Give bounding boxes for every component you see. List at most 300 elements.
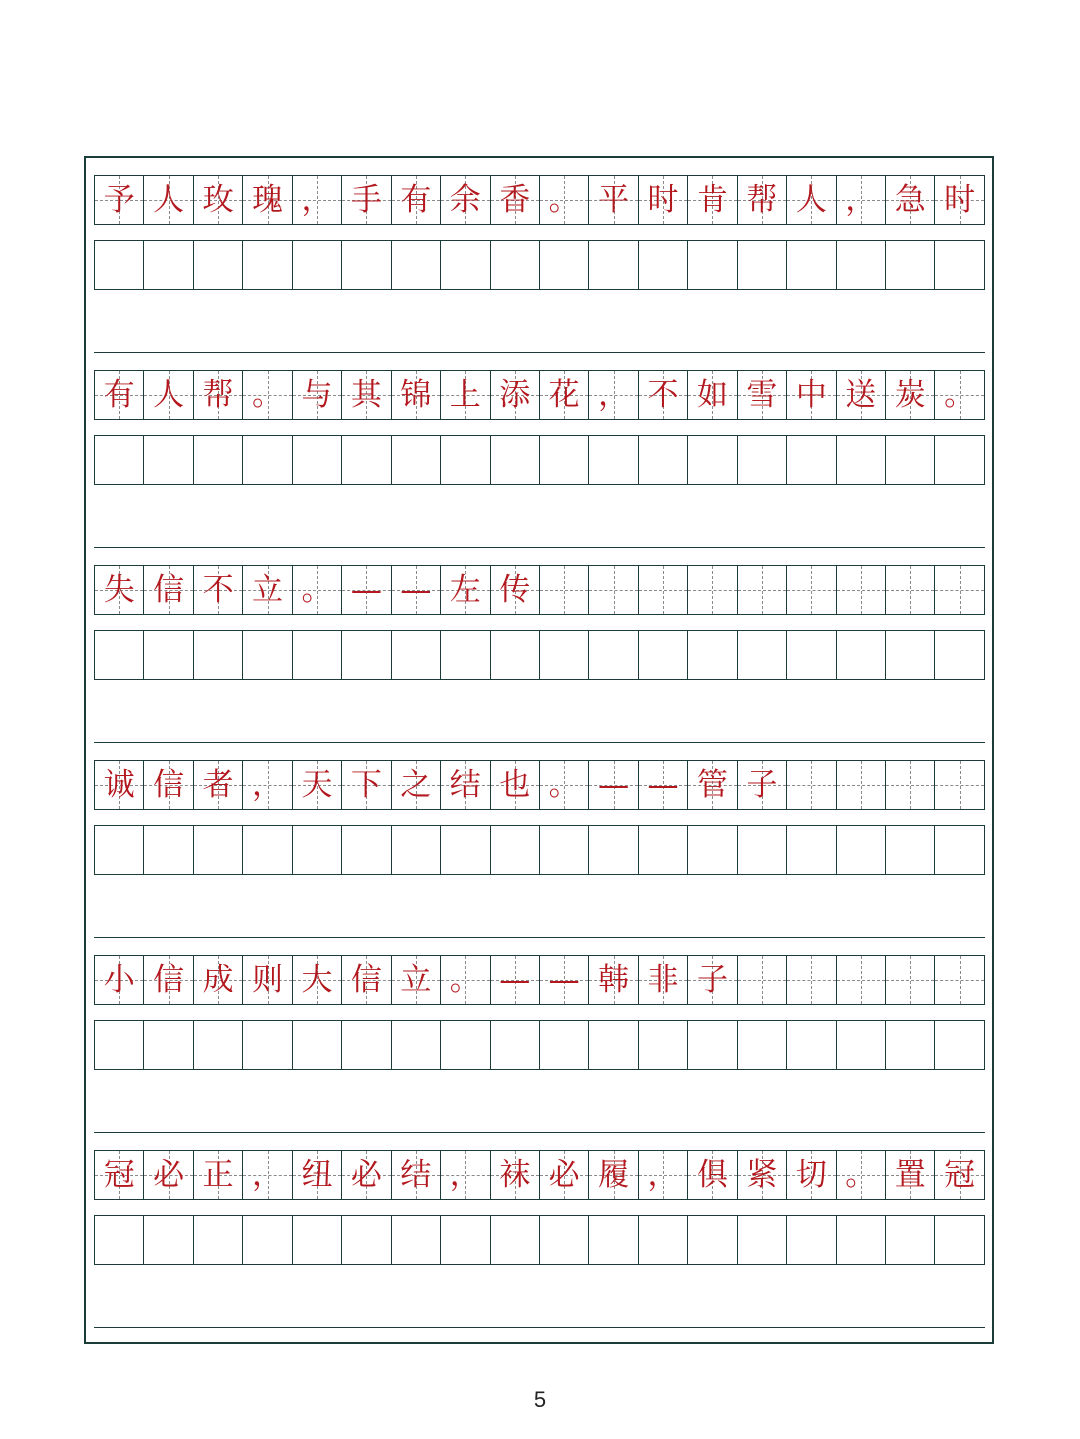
model-character: 子 <box>746 766 778 803</box>
practice-cell[interactable] <box>293 826 342 875</box>
model-character: 肯 <box>696 181 728 218</box>
practice-cell[interactable] <box>639 1021 688 1070</box>
practice-cell[interactable] <box>935 1216 984 1265</box>
practice-cell[interactable] <box>837 631 886 680</box>
tian-grid-cell <box>342 371 391 420</box>
practice-cell[interactable] <box>540 241 589 290</box>
practice-cell[interactable] <box>293 1216 342 1265</box>
practice-cell[interactable] <box>293 631 342 680</box>
practice-cell[interactable] <box>540 1021 589 1070</box>
practice-cell[interactable] <box>194 826 243 875</box>
model-character: — <box>598 766 630 803</box>
practice-cell[interactable] <box>392 436 441 485</box>
tian-grid-cell <box>441 761 490 810</box>
tian-grid-cell <box>243 371 292 420</box>
tian-grid-cell <box>589 761 638 810</box>
practice-cell[interactable] <box>293 1021 342 1070</box>
practice-cell[interactable] <box>441 631 490 680</box>
tian-grid-cell <box>837 1151 886 1200</box>
practice-cell[interactable] <box>491 1216 540 1265</box>
practice-cell[interactable] <box>441 1216 490 1265</box>
tian-grid-cell <box>688 761 737 810</box>
model-character <box>787 761 835 809</box>
model-character <box>688 566 736 614</box>
model-character <box>787 566 835 614</box>
tian-grid-cell <box>491 566 540 615</box>
model-character: ， <box>301 181 333 218</box>
practice-cell[interactable] <box>243 436 292 485</box>
practice-cell[interactable] <box>194 1021 243 1070</box>
practice-cell[interactable] <box>935 631 984 680</box>
model-character <box>738 956 786 1004</box>
model-character: 花 <box>548 376 580 413</box>
model-character: 左 <box>449 571 481 608</box>
practice-cell[interactable] <box>935 826 984 875</box>
writing-line <box>94 352 985 353</box>
practice-cell[interactable] <box>589 1216 638 1265</box>
model-character: 玫 <box>202 181 234 218</box>
model-character: 。 <box>548 766 580 803</box>
practice-cell[interactable] <box>639 436 688 485</box>
tian-grid-cell <box>441 1151 490 1200</box>
model-character <box>738 566 786 614</box>
tian-grid-cell <box>738 566 787 615</box>
practice-cell[interactable] <box>540 826 589 875</box>
model-character <box>886 566 934 614</box>
tian-grid-cell <box>144 956 193 1005</box>
tian-grid-cell <box>144 176 193 225</box>
practice-cell[interactable] <box>886 1021 935 1070</box>
practice-cell[interactable] <box>787 631 836 680</box>
practice-cell[interactable] <box>194 631 243 680</box>
model-character: 天 <box>301 766 333 803</box>
practice-cell[interactable] <box>639 826 688 875</box>
model-character: 韩 <box>598 961 630 998</box>
model-character: — <box>400 571 432 608</box>
practice-cell[interactable] <box>95 241 144 290</box>
model-character <box>589 566 637 614</box>
practice-cell[interactable] <box>95 826 144 875</box>
tian-grid-cell <box>886 956 935 1005</box>
practice-cell[interactable] <box>491 826 540 875</box>
practice-cell[interactable] <box>342 241 391 290</box>
tian-grid-cell <box>441 956 490 1005</box>
tian-grid-cell <box>491 371 540 420</box>
model-row-1 <box>94 175 985 225</box>
practice-cell[interactable] <box>491 1021 540 1070</box>
model-character: 大 <box>301 961 333 998</box>
model-character: 则 <box>252 961 284 998</box>
tian-grid-cell <box>95 761 144 810</box>
practice-cell[interactable] <box>639 1216 688 1265</box>
tian-grid-cell <box>886 761 935 810</box>
model-character: 小 <box>103 961 135 998</box>
tian-grid-cell <box>787 176 836 225</box>
model-character: — <box>548 961 580 998</box>
tian-grid-cell <box>95 1151 144 1200</box>
tian-grid-cell <box>441 371 490 420</box>
practice-cell[interactable] <box>787 436 836 485</box>
model-character: 瑰 <box>252 181 284 218</box>
model-character: 其 <box>350 376 382 413</box>
practice-cell[interactable] <box>540 436 589 485</box>
practice-cell[interactable] <box>144 241 193 290</box>
tian-grid-cell <box>293 176 342 225</box>
model-character: 信 <box>153 961 185 998</box>
practice-cell[interactable] <box>787 1021 836 1070</box>
practice-cell[interactable] <box>342 631 391 680</box>
model-character: ， <box>252 1156 284 1193</box>
model-character: 平 <box>598 181 630 218</box>
tian-grid-cell <box>392 761 441 810</box>
tian-grid-cell <box>194 761 243 810</box>
practice-cell[interactable] <box>95 1216 144 1265</box>
tian-grid-cell <box>886 566 935 615</box>
practice-cell[interactable] <box>243 826 292 875</box>
model-row-2 <box>94 370 985 420</box>
model-character: 。 <box>301 571 333 608</box>
writing-line <box>94 1132 985 1133</box>
tian-grid-cell <box>95 371 144 420</box>
model-character: 有 <box>400 181 432 218</box>
practice-cell[interactable] <box>886 1216 935 1265</box>
practice-cell[interactable] <box>144 436 193 485</box>
tian-grid-cell <box>688 956 737 1005</box>
model-character: — <box>647 766 679 803</box>
model-character: 予 <box>103 181 135 218</box>
tian-grid-cell <box>293 371 342 420</box>
tian-grid-cell <box>342 1151 391 1200</box>
tian-grid-cell <box>194 371 243 420</box>
model-character: 锦 <box>400 376 432 413</box>
practice-cell[interactable] <box>589 631 638 680</box>
model-character: 如 <box>696 376 728 413</box>
tian-grid-cell <box>935 176 984 225</box>
practice-cell[interactable] <box>392 241 441 290</box>
model-character: 人 <box>153 376 185 413</box>
model-character: 时 <box>944 181 976 218</box>
model-character: 管 <box>696 766 728 803</box>
practice-row-4 <box>94 825 985 875</box>
tian-grid-cell <box>293 566 342 615</box>
model-character: ， <box>449 1156 481 1193</box>
practice-cell[interactable] <box>95 436 144 485</box>
model-character: 结 <box>400 1156 432 1193</box>
model-character: 必 <box>350 1156 382 1193</box>
practice-cell[interactable] <box>243 1216 292 1265</box>
model-row-5 <box>94 955 985 1005</box>
model-character: 袜 <box>499 1156 531 1193</box>
tian-grid-cell <box>837 371 886 420</box>
practice-cell[interactable] <box>738 826 787 875</box>
model-character: 信 <box>350 961 382 998</box>
practice-cell[interactable] <box>738 1216 787 1265</box>
tian-grid-cell <box>392 176 441 225</box>
tian-grid-cell <box>837 761 886 810</box>
model-character: 必 <box>153 1156 185 1193</box>
practice-cell[interactable] <box>886 631 935 680</box>
model-character: 人 <box>795 181 827 218</box>
practice-cell[interactable] <box>293 241 342 290</box>
writing-line <box>94 1327 985 1328</box>
practice-cell[interactable] <box>886 826 935 875</box>
practice-cell[interactable] <box>837 1021 886 1070</box>
writing-line <box>94 937 985 938</box>
practice-cell[interactable] <box>194 436 243 485</box>
tian-grid-cell <box>540 761 589 810</box>
model-character: 诚 <box>103 766 135 803</box>
practice-cell[interactable] <box>688 631 737 680</box>
practice-cell[interactable] <box>342 1216 391 1265</box>
tian-grid-cell <box>688 566 737 615</box>
practice-row-5 <box>94 1020 985 1070</box>
practice-cell[interactable] <box>392 631 441 680</box>
practice-cell[interactable] <box>589 436 638 485</box>
model-character: 也 <box>499 766 531 803</box>
tian-grid-cell <box>243 1151 292 1200</box>
tian-grid-cell <box>194 1151 243 1200</box>
tian-grid-cell <box>194 566 243 615</box>
practice-cell[interactable] <box>144 1216 193 1265</box>
practice-cell[interactable] <box>837 436 886 485</box>
model-character: 。 <box>252 376 284 413</box>
practice-cell[interactable] <box>837 826 886 875</box>
model-character: 传 <box>499 571 531 608</box>
practice-cell[interactable] <box>837 1216 886 1265</box>
practice-cell[interactable] <box>540 1216 589 1265</box>
practice-cell[interactable] <box>491 631 540 680</box>
practice-row-1 <box>94 240 985 290</box>
tian-grid-cell <box>144 371 193 420</box>
tian-grid-cell <box>639 176 688 225</box>
practice-cell[interactable] <box>441 826 490 875</box>
tian-grid-cell <box>738 761 787 810</box>
practice-cell[interactable] <box>935 436 984 485</box>
model-character: 立 <box>400 961 432 998</box>
practice-cell[interactable] <box>688 241 737 290</box>
model-character <box>886 956 934 1004</box>
model-character <box>837 761 885 809</box>
tian-grid-cell <box>589 1151 638 1200</box>
practice-cell[interactable] <box>688 826 737 875</box>
model-character: 必 <box>548 1156 580 1193</box>
tian-grid-cell <box>688 1151 737 1200</box>
practice-cell[interactable] <box>491 436 540 485</box>
model-character: ， <box>252 766 284 803</box>
practice-cell[interactable] <box>491 241 540 290</box>
practice-cell[interactable] <box>441 1021 490 1070</box>
model-character <box>935 956 983 1004</box>
practice-cell[interactable] <box>886 241 935 290</box>
model-character: 非 <box>647 961 679 998</box>
practice-cell[interactable] <box>688 436 737 485</box>
practice-cell[interactable] <box>441 436 490 485</box>
tian-grid-cell <box>540 566 589 615</box>
tian-grid-cell <box>342 176 391 225</box>
practice-cell[interactable] <box>392 1021 441 1070</box>
model-character <box>837 566 885 614</box>
tian-grid-cell <box>886 176 935 225</box>
model-character: 香 <box>499 181 531 218</box>
practice-row-3 <box>94 630 985 680</box>
practice-cell[interactable] <box>243 241 292 290</box>
model-character <box>540 566 588 614</box>
model-character: 。 <box>845 1156 877 1193</box>
practice-cell[interactable] <box>935 1021 984 1070</box>
practice-cell[interactable] <box>342 826 391 875</box>
practice-cell[interactable] <box>738 1021 787 1070</box>
model-character: 有 <box>103 376 135 413</box>
practice-cell[interactable] <box>293 436 342 485</box>
practice-cell[interactable] <box>738 631 787 680</box>
model-character: 急 <box>894 181 926 218</box>
practice-cell[interactable] <box>342 436 391 485</box>
practice-cell[interactable] <box>144 631 193 680</box>
model-character: 成 <box>202 961 234 998</box>
model-character: 余 <box>449 181 481 218</box>
model-character: ， <box>845 181 877 218</box>
tian-grid-cell <box>491 761 540 810</box>
tian-grid-cell <box>540 176 589 225</box>
practice-cell[interactable] <box>441 241 490 290</box>
practice-cell[interactable] <box>540 631 589 680</box>
tian-grid-cell <box>392 371 441 420</box>
model-character: 。 <box>944 376 976 413</box>
practice-cell[interactable] <box>589 826 638 875</box>
model-character <box>837 956 885 1004</box>
model-character: 手 <box>350 181 382 218</box>
model-character: ， <box>647 1156 679 1193</box>
practice-cell[interactable] <box>738 241 787 290</box>
model-character <box>935 566 983 614</box>
model-character: 结 <box>449 766 481 803</box>
model-character: 履 <box>598 1156 630 1193</box>
tian-grid-cell <box>837 956 886 1005</box>
tian-grid-cell <box>688 371 737 420</box>
practice-cell[interactable] <box>787 241 836 290</box>
tian-grid-cell <box>144 761 193 810</box>
tian-grid-cell <box>935 566 984 615</box>
tian-grid-cell <box>787 566 836 615</box>
model-character: 立 <box>252 571 284 608</box>
model-character: 与 <box>301 376 333 413</box>
practice-cell[interactable] <box>837 241 886 290</box>
practice-cell[interactable] <box>342 1021 391 1070</box>
practice-cell[interactable] <box>738 436 787 485</box>
tian-grid-cell <box>243 176 292 225</box>
practice-cell[interactable] <box>589 241 638 290</box>
tian-grid-cell <box>738 956 787 1005</box>
model-character <box>787 956 835 1004</box>
tian-grid-cell <box>837 566 886 615</box>
tian-grid-cell <box>144 566 193 615</box>
tian-grid-cell <box>194 176 243 225</box>
model-character: — <box>350 571 382 608</box>
practice-cell[interactable] <box>688 1216 737 1265</box>
practice-cell[interactable] <box>392 1216 441 1265</box>
practice-cell[interactable] <box>144 826 193 875</box>
practice-cell[interactable] <box>144 1021 193 1070</box>
model-row-4 <box>94 760 985 810</box>
tian-grid-cell <box>787 1151 836 1200</box>
practice-cell[interactable] <box>194 241 243 290</box>
tian-grid-cell <box>639 371 688 420</box>
tian-grid-cell <box>491 956 540 1005</box>
tian-grid-cell <box>194 956 243 1005</box>
tian-grid-cell <box>144 1151 193 1200</box>
tian-grid-cell <box>837 176 886 225</box>
practice-row-2 <box>94 435 985 485</box>
practice-cell[interactable] <box>639 631 688 680</box>
practice-cell[interactable] <box>392 826 441 875</box>
practice-cell[interactable] <box>787 826 836 875</box>
tian-grid-cell <box>639 761 688 810</box>
tian-grid-cell <box>639 566 688 615</box>
tian-grid-cell <box>392 1151 441 1200</box>
model-character: 冠 <box>944 1156 976 1193</box>
tian-grid-cell <box>589 176 638 225</box>
model-character: 失 <box>103 571 135 608</box>
tian-grid-cell <box>392 956 441 1005</box>
tian-grid-cell <box>787 761 836 810</box>
model-character: 切 <box>795 1156 827 1193</box>
tian-grid-cell <box>935 956 984 1005</box>
tian-grid-cell <box>738 1151 787 1200</box>
tian-grid-cell <box>540 371 589 420</box>
tian-grid-cell <box>441 176 490 225</box>
model-character: 子 <box>696 961 728 998</box>
tian-grid-cell <box>95 176 144 225</box>
tian-grid-cell <box>738 371 787 420</box>
practice-cell[interactable] <box>243 631 292 680</box>
tian-grid-cell <box>342 761 391 810</box>
model-character: 不 <box>202 571 234 608</box>
tian-grid-cell <box>342 956 391 1005</box>
tian-grid-cell <box>293 1151 342 1200</box>
writing-line <box>94 547 985 548</box>
tian-grid-cell <box>589 566 638 615</box>
tian-grid-cell <box>540 1151 589 1200</box>
tian-grid-cell <box>688 176 737 225</box>
practice-cell[interactable] <box>886 436 935 485</box>
practice-cell[interactable] <box>688 1021 737 1070</box>
tian-grid-cell <box>886 1151 935 1200</box>
tian-grid-cell <box>787 956 836 1005</box>
tian-grid-cell <box>441 566 490 615</box>
tian-grid-cell <box>738 176 787 225</box>
practice-cell[interactable] <box>95 631 144 680</box>
tian-grid-cell <box>886 371 935 420</box>
practice-cell[interactable] <box>243 1021 292 1070</box>
model-character: 人 <box>153 181 185 218</box>
practice-cell[interactable] <box>935 241 984 290</box>
practice-cell[interactable] <box>194 1216 243 1265</box>
tian-grid-cell <box>392 566 441 615</box>
tian-grid-cell <box>589 956 638 1005</box>
practice-cell[interactable] <box>589 1021 638 1070</box>
practice-cell[interactable] <box>95 1021 144 1070</box>
tian-grid-cell <box>589 371 638 420</box>
tian-grid-cell <box>243 956 292 1005</box>
tian-grid-cell <box>935 1151 984 1200</box>
model-character <box>886 761 934 809</box>
practice-cell[interactable] <box>639 241 688 290</box>
model-character: 紧 <box>746 1156 778 1193</box>
practice-cell[interactable] <box>787 1216 836 1265</box>
model-character: — <box>499 961 531 998</box>
tian-grid-cell <box>787 371 836 420</box>
model-character: 帮 <box>202 376 234 413</box>
